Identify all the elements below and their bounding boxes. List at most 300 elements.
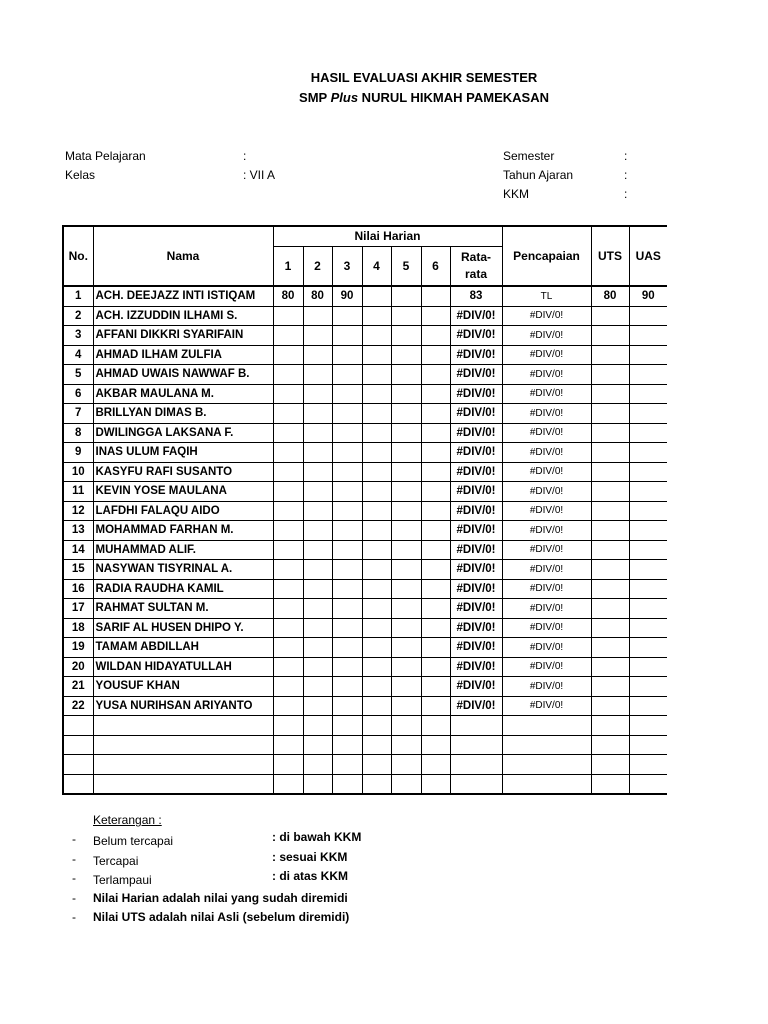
cell-nilai-5 bbox=[391, 443, 421, 463]
school-title bbox=[40, 90, 768, 105]
empty-cell bbox=[93, 755, 273, 775]
cell-no: 18 bbox=[63, 618, 93, 638]
cell-uas bbox=[629, 638, 667, 658]
cell-nama: ACH. IZZUDDIN ILHAMI S. bbox=[93, 306, 273, 326]
cell-rata: #DIV/0! bbox=[450, 696, 502, 716]
empty-cell bbox=[93, 774, 273, 794]
cell-nilai-6 bbox=[421, 696, 450, 716]
cell-uts bbox=[591, 599, 629, 619]
cell-no: 13 bbox=[63, 521, 93, 541]
cell-nilai-1 bbox=[273, 657, 303, 677]
empty-cell bbox=[273, 755, 303, 775]
cell-pencapaian: TL bbox=[502, 286, 591, 306]
cell-pencapaian: #DIV/0! bbox=[502, 599, 591, 619]
mata-pelajaran-value: : bbox=[243, 149, 247, 163]
cell-uas: 90 bbox=[629, 286, 667, 306]
cell-nilai-4 bbox=[362, 696, 391, 716]
cell-nilai-5 bbox=[391, 345, 421, 365]
cell-nilai-3 bbox=[332, 540, 362, 560]
table-row bbox=[63, 306, 667, 326]
note-label: Tercapai bbox=[93, 853, 139, 868]
cell-no: 21 bbox=[63, 677, 93, 697]
cell-nama: MUHAMMAD ALIF. bbox=[93, 540, 273, 560]
cell-uts bbox=[591, 638, 629, 658]
semester-value: : bbox=[624, 149, 628, 163]
cell-nilai-4 bbox=[362, 326, 391, 346]
cell-nilai-4 bbox=[362, 482, 391, 502]
cell-pencapaian: #DIV/0! bbox=[502, 560, 591, 580]
cell-uts bbox=[591, 560, 629, 580]
cell-nilai-2 bbox=[303, 696, 332, 716]
empty-cell bbox=[502, 735, 591, 755]
cell-no: 5 bbox=[63, 365, 93, 385]
cell-nilai-5 bbox=[391, 286, 421, 306]
cell-nilai-5 bbox=[391, 696, 421, 716]
cell-nilai-2 bbox=[303, 501, 332, 521]
cell-uas bbox=[629, 579, 667, 599]
table-row bbox=[63, 365, 667, 385]
cell-uts bbox=[591, 696, 629, 716]
cell-rata: 83 bbox=[450, 286, 502, 306]
cell-uts bbox=[591, 618, 629, 638]
cell-nilai-2 bbox=[303, 618, 332, 638]
cell-nama: AHMAD ILHAM ZULFIA bbox=[93, 345, 273, 365]
header-nh-1: 1 bbox=[273, 246, 303, 286]
cell-nilai-2: 80 bbox=[303, 286, 332, 306]
cell-no: 2 bbox=[63, 306, 93, 326]
cell-nama: BRILLYAN DIMAS B. bbox=[93, 404, 273, 424]
cell-nilai-6 bbox=[421, 326, 450, 346]
note-dash: - bbox=[72, 851, 76, 866]
cell-uts bbox=[591, 443, 629, 463]
cell-uas bbox=[629, 618, 667, 638]
cell-uas bbox=[629, 560, 667, 580]
note-dash: - bbox=[72, 832, 76, 846]
empty-cell bbox=[391, 774, 421, 794]
cell-uas bbox=[629, 404, 667, 424]
table-row bbox=[63, 618, 667, 638]
kkm-value: : bbox=[624, 187, 628, 201]
cell-nilai-6 bbox=[421, 384, 450, 404]
cell-pencapaian: #DIV/0! bbox=[502, 677, 591, 697]
empty-cell bbox=[591, 755, 629, 775]
cell-rata: #DIV/0! bbox=[450, 521, 502, 541]
empty-cell bbox=[421, 735, 450, 755]
cell-nilai-5 bbox=[391, 618, 421, 638]
cell-pencapaian: #DIV/0! bbox=[502, 404, 591, 424]
cell-nilai-6 bbox=[421, 365, 450, 385]
empty-cell bbox=[450, 735, 502, 755]
empty-row bbox=[63, 755, 667, 775]
cell-nilai-2 bbox=[303, 599, 332, 619]
cell-pencapaian: #DIV/0! bbox=[502, 638, 591, 658]
empty-cell bbox=[421, 755, 450, 775]
mata-pelajaran-label: Mata Pelajaran bbox=[65, 149, 146, 163]
cell-nilai-3 bbox=[332, 404, 362, 424]
table-row bbox=[63, 423, 667, 443]
empty-cell bbox=[63, 716, 93, 736]
cell-nilai-2 bbox=[303, 579, 332, 599]
cell-rata: #DIV/0! bbox=[450, 638, 502, 658]
cell-nilai-2 bbox=[303, 306, 332, 326]
cell-rata: #DIV/0! bbox=[450, 345, 502, 365]
table-row bbox=[63, 462, 667, 482]
empty-cell bbox=[450, 755, 502, 775]
cell-nama: LAFDHI FALAQU AIDO bbox=[93, 501, 273, 521]
cell-uas bbox=[629, 326, 667, 346]
empty-cell bbox=[629, 716, 667, 736]
cell-nilai-6 bbox=[421, 618, 450, 638]
cell-nilai-5 bbox=[391, 560, 421, 580]
cell-no: 9 bbox=[63, 443, 93, 463]
empty-cell bbox=[362, 774, 391, 794]
empty-cell bbox=[421, 774, 450, 794]
cell-rata: #DIV/0! bbox=[450, 462, 502, 482]
cell-nilai-3 bbox=[332, 365, 362, 385]
cell-no: 22 bbox=[63, 696, 93, 716]
cell-uts bbox=[591, 404, 629, 424]
cell-nilai-1 bbox=[273, 326, 303, 346]
cell-rata: #DIV/0! bbox=[450, 482, 502, 502]
cell-uas bbox=[629, 521, 667, 541]
empty-cell bbox=[502, 716, 591, 736]
note-dash: - bbox=[72, 890, 76, 905]
cell-nilai-5 bbox=[391, 326, 421, 346]
cell-nilai-1 bbox=[273, 423, 303, 443]
table-row bbox=[63, 696, 667, 716]
cell-nama: KASYFU RAFI SUSANTO bbox=[93, 462, 273, 482]
cell-nilai-3 bbox=[332, 345, 362, 365]
cell-no: 14 bbox=[63, 540, 93, 560]
cell-uts bbox=[591, 540, 629, 560]
cell-nilai-3: 90 bbox=[332, 286, 362, 306]
cell-nilai-2 bbox=[303, 326, 332, 346]
cell-nilai-4 bbox=[362, 521, 391, 541]
cell-nilai-3 bbox=[332, 618, 362, 638]
cell-nama: INAS ULUM FAQIH bbox=[93, 443, 273, 463]
cell-nilai-6 bbox=[421, 345, 450, 365]
cell-no: 15 bbox=[63, 560, 93, 580]
cell-nilai-5 bbox=[391, 306, 421, 326]
empty-cell bbox=[63, 755, 93, 775]
empty-cell bbox=[591, 735, 629, 755]
cell-nilai-5 bbox=[391, 521, 421, 541]
empty-cell bbox=[450, 774, 502, 794]
table-row bbox=[63, 404, 667, 424]
cell-rata: #DIV/0! bbox=[450, 599, 502, 619]
cell-nilai-1 bbox=[273, 521, 303, 541]
empty-cell bbox=[391, 755, 421, 775]
cell-nama: WILDAN HIDAYATULLAH bbox=[93, 657, 273, 677]
note-label: Nilai Harian adalah nilai yang sudah diremidi bbox=[93, 890, 348, 905]
cell-rata: #DIV/0! bbox=[450, 443, 502, 463]
cell-no: 19 bbox=[63, 638, 93, 658]
cell-uas bbox=[629, 482, 667, 502]
table-row bbox=[63, 482, 667, 502]
cell-nilai-4 bbox=[362, 462, 391, 482]
header-nh-5: 5 bbox=[391, 246, 421, 286]
tahun-ajaran-value: : bbox=[624, 168, 628, 182]
cell-pencapaian: #DIV/0! bbox=[502, 462, 591, 482]
header-nh-4: 4 bbox=[362, 246, 391, 286]
cell-no: 8 bbox=[63, 423, 93, 443]
empty-row bbox=[63, 774, 667, 794]
cell-nilai-2 bbox=[303, 423, 332, 443]
cell-uas bbox=[629, 443, 667, 463]
cell-uas bbox=[629, 462, 667, 482]
cell-nilai-6 bbox=[421, 404, 450, 424]
table-row bbox=[63, 521, 667, 541]
cell-nilai-2 bbox=[303, 677, 332, 697]
empty-cell bbox=[273, 716, 303, 736]
table-row bbox=[63, 599, 667, 619]
cell-nilai-2 bbox=[303, 404, 332, 424]
table-row bbox=[63, 286, 667, 306]
cell-pencapaian: #DIV/0! bbox=[502, 579, 591, 599]
cell-nilai-4 bbox=[362, 501, 391, 521]
empty-cell bbox=[362, 716, 391, 736]
cell-nilai-4 bbox=[362, 384, 391, 404]
cell-nilai-2 bbox=[303, 638, 332, 658]
cell-uts bbox=[591, 677, 629, 697]
empty-cell bbox=[502, 755, 591, 775]
cell-uas bbox=[629, 599, 667, 619]
empty-cell bbox=[362, 735, 391, 755]
empty-cell bbox=[332, 735, 362, 755]
cell-nilai-5 bbox=[391, 677, 421, 697]
cell-pencapaian: #DIV/0! bbox=[502, 540, 591, 560]
cell-uts bbox=[591, 423, 629, 443]
empty-cell bbox=[421, 716, 450, 736]
cell-nilai-6 bbox=[421, 560, 450, 580]
empty-cell bbox=[391, 716, 421, 736]
header-uas: UAS bbox=[629, 226, 667, 286]
cell-pencapaian: #DIV/0! bbox=[502, 423, 591, 443]
cell-pencapaian: #DIV/0! bbox=[502, 482, 591, 502]
cell-rata: #DIV/0! bbox=[450, 423, 502, 443]
cell-rata: #DIV/0! bbox=[450, 618, 502, 638]
cell-nama: TAMAM ABDILLAH bbox=[93, 638, 273, 658]
header-nh-6: 6 bbox=[421, 246, 450, 286]
report-title: HASIL EVALUASI AKHIR SEMESTER bbox=[310, 70, 538, 85]
empty-cell bbox=[273, 774, 303, 794]
empty-row bbox=[63, 735, 667, 755]
header-nh-2: 2 bbox=[303, 246, 332, 286]
cell-nilai-6 bbox=[421, 423, 450, 443]
cell-nilai-1 bbox=[273, 599, 303, 619]
cell-no: 4 bbox=[63, 345, 93, 365]
school-plus: Plus bbox=[330, 90, 359, 105]
cell-nilai-4 bbox=[362, 443, 391, 463]
cell-nilai-1 bbox=[273, 345, 303, 365]
cell-rata: #DIV/0! bbox=[450, 306, 502, 326]
header-rata-line1: Rata- bbox=[460, 249, 491, 264]
grades-table bbox=[62, 225, 667, 795]
cell-uts bbox=[591, 345, 629, 365]
cell-uas bbox=[629, 306, 667, 326]
empty-row bbox=[63, 716, 667, 736]
cell-uts bbox=[591, 306, 629, 326]
cell-nilai-3 bbox=[332, 501, 362, 521]
cell-rata: #DIV/0! bbox=[450, 404, 502, 424]
notes-heading: Keterangan : bbox=[93, 813, 162, 827]
cell-nilai-5 bbox=[391, 462, 421, 482]
empty-cell bbox=[629, 774, 667, 794]
cell-no: 1 bbox=[63, 286, 93, 306]
cell-nilai-5 bbox=[391, 540, 421, 560]
cell-uas bbox=[629, 384, 667, 404]
empty-cell bbox=[502, 774, 591, 794]
cell-nilai-4 bbox=[362, 423, 391, 443]
cell-uts bbox=[591, 521, 629, 541]
cell-nama: YOUSUF KHAN bbox=[93, 677, 273, 697]
table-row bbox=[63, 501, 667, 521]
cell-rata: #DIV/0! bbox=[450, 579, 502, 599]
cell-nilai-1: 80 bbox=[273, 286, 303, 306]
cell-nilai-4 bbox=[362, 365, 391, 385]
cell-rata: #DIV/0! bbox=[450, 677, 502, 697]
cell-nilai-1 bbox=[273, 579, 303, 599]
school-name: NURUL HIKMAH PAMEKASAN bbox=[358, 90, 549, 105]
empty-cell bbox=[450, 716, 502, 736]
cell-nilai-2 bbox=[303, 540, 332, 560]
cell-nama: KEVIN YOSE MAULANA bbox=[93, 482, 273, 502]
cell-nilai-1 bbox=[273, 696, 303, 716]
header-rata-line2: rata bbox=[464, 266, 487, 281]
empty-cell bbox=[362, 755, 391, 775]
cell-uas bbox=[629, 365, 667, 385]
empty-cell bbox=[303, 774, 332, 794]
cell-nilai-2 bbox=[303, 657, 332, 677]
cell-rata: #DIV/0! bbox=[450, 326, 502, 346]
cell-nilai-4 bbox=[362, 404, 391, 424]
cell-rata: #DIV/0! bbox=[450, 384, 502, 404]
school-prefix: SMP bbox=[299, 90, 331, 105]
empty-cell bbox=[332, 774, 362, 794]
cell-uts bbox=[591, 384, 629, 404]
cell-nilai-6 bbox=[421, 599, 450, 619]
cell-nilai-3 bbox=[332, 521, 362, 541]
cell-nama: YUSA NURIHSAN ARIYANTO bbox=[93, 696, 273, 716]
cell-nilai-2 bbox=[303, 345, 332, 365]
note-label: Belum tercapai bbox=[93, 834, 174, 848]
table-row bbox=[63, 345, 667, 365]
cell-nilai-6 bbox=[421, 286, 450, 306]
cell-nilai-3 bbox=[332, 560, 362, 580]
cell-pencapaian: #DIV/0! bbox=[502, 345, 591, 365]
cell-nilai-5 bbox=[391, 423, 421, 443]
table-row bbox=[63, 443, 667, 463]
cell-nilai-5 bbox=[391, 384, 421, 404]
header-nh-3: 3 bbox=[332, 246, 362, 286]
cell-nilai-6 bbox=[421, 677, 450, 697]
tahun-ajaran-label: Tahun Ajaran bbox=[503, 168, 574, 182]
cell-nama: AKBAR MAULANA M. bbox=[93, 384, 273, 404]
cell-nilai-6 bbox=[421, 579, 450, 599]
cell-nilai-5 bbox=[391, 404, 421, 424]
note-label: Nilai UTS adalah nilai Asli (sebelum diremidi) bbox=[93, 910, 350, 924]
cell-nilai-3 bbox=[332, 677, 362, 697]
cell-nama: RAHMAT SULTAN M. bbox=[93, 599, 273, 619]
cell-uas bbox=[629, 677, 667, 697]
cell-nilai-2 bbox=[303, 384, 332, 404]
cell-pencapaian: #DIV/0! bbox=[502, 521, 591, 541]
cell-rata: #DIV/0! bbox=[450, 540, 502, 560]
cell-pencapaian: #DIV/0! bbox=[502, 618, 591, 638]
cell-nilai-3 bbox=[332, 657, 362, 677]
cell-uts bbox=[591, 462, 629, 482]
cell-nilai-5 bbox=[391, 579, 421, 599]
table-row bbox=[63, 638, 667, 658]
cell-nilai-2 bbox=[303, 443, 332, 463]
cell-nilai-6 bbox=[421, 306, 450, 326]
table-row bbox=[63, 677, 667, 697]
cell-nilai-5 bbox=[391, 657, 421, 677]
cell-no: 11 bbox=[63, 482, 93, 502]
cell-pencapaian: #DIV/0! bbox=[502, 384, 591, 404]
table-row bbox=[63, 326, 667, 346]
empty-cell bbox=[93, 716, 273, 736]
cell-nama: DWILINGGA LAKSANA F. bbox=[93, 423, 273, 443]
cell-no: 7 bbox=[63, 404, 93, 424]
note-label: Terlampaui bbox=[93, 873, 152, 887]
cell-nama: NASYWAN TISYRINAL A. bbox=[93, 560, 273, 580]
cell-nilai-4 bbox=[362, 286, 391, 306]
cell-uas bbox=[629, 345, 667, 365]
cell-nilai-3 bbox=[332, 462, 362, 482]
cell-nilai-3 bbox=[332, 443, 362, 463]
cell-uts bbox=[591, 482, 629, 502]
cell-nilai-2 bbox=[303, 521, 332, 541]
cell-uas bbox=[629, 657, 667, 677]
cell-nilai-6 bbox=[421, 521, 450, 541]
cell-nilai-4 bbox=[362, 677, 391, 697]
cell-nilai-6 bbox=[421, 462, 450, 482]
header-pencapaian: Pencapaian bbox=[502, 226, 591, 286]
cell-nilai-6 bbox=[421, 482, 450, 502]
cell-nilai-2 bbox=[303, 462, 332, 482]
cell-nilai-3 bbox=[332, 599, 362, 619]
cell-nama: AHMAD UWAIS NAWWAF B. bbox=[93, 365, 273, 385]
table-row bbox=[63, 560, 667, 580]
cell-nilai-4 bbox=[362, 345, 391, 365]
header-nilai-harian: Nilai Harian bbox=[273, 226, 502, 246]
header-rata-rata bbox=[450, 246, 502, 286]
cell-uts: 80 bbox=[591, 286, 629, 306]
header-uts: UTS bbox=[591, 226, 629, 286]
cell-uts bbox=[591, 579, 629, 599]
cell-nilai-6 bbox=[421, 638, 450, 658]
empty-cell bbox=[303, 735, 332, 755]
note-value: : di bawah KKM bbox=[272, 830, 362, 844]
cell-nilai-1 bbox=[273, 638, 303, 658]
cell-nilai-4 bbox=[362, 560, 391, 580]
cell-nilai-2 bbox=[303, 482, 332, 502]
header-no: No. bbox=[63, 226, 93, 286]
note-value: : di atas KKM bbox=[272, 869, 349, 883]
cell-rata: #DIV/0! bbox=[450, 560, 502, 580]
empty-cell bbox=[332, 755, 362, 775]
cell-nama: RADIA RAUDHA KAMIL bbox=[93, 579, 273, 599]
cell-nilai-4 bbox=[362, 657, 391, 677]
empty-cell bbox=[303, 716, 332, 736]
cell-nilai-1 bbox=[273, 404, 303, 424]
table-row bbox=[63, 579, 667, 599]
empty-cell bbox=[93, 735, 273, 755]
cell-nilai-1 bbox=[273, 306, 303, 326]
cell-no: 17 bbox=[63, 599, 93, 619]
cell-pencapaian: #DIV/0! bbox=[502, 306, 591, 326]
